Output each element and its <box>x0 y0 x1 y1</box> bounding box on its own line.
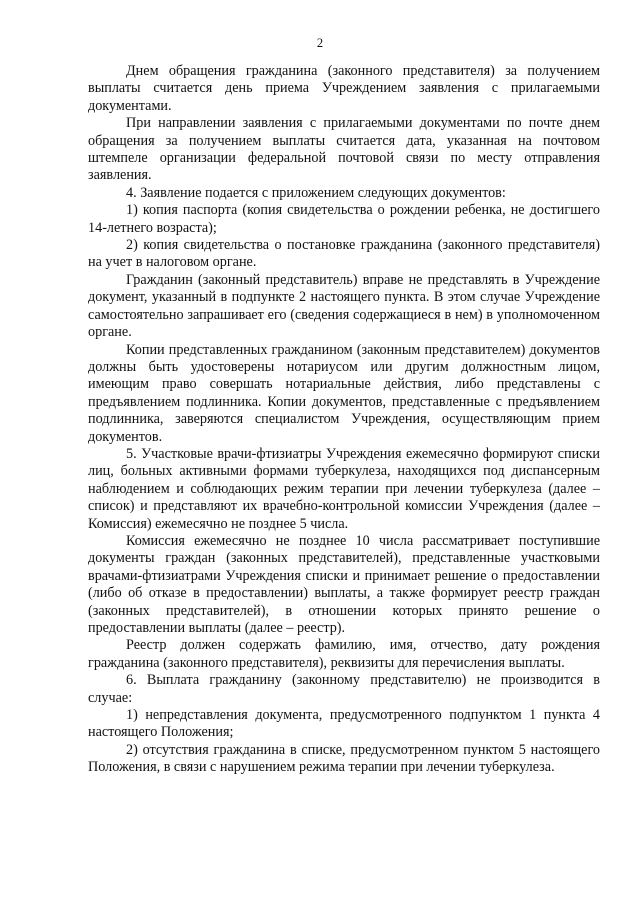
paragraph-optional-document: Гражданин (законный представитель) вправе не представлять в Учреждение документ, указанный в подпункте 2 настоящего пункта. В этом случае Учреждение самостоятельно запрашивает его (сведения содержащиеся в нем) в уполномоченном органе. <box>88 271 600 341</box>
paragraph-application-date: Днем обращения гражданина (законного представителя) за получением выплаты считается день приема Учреждением заявления с прилагаемыми документами. <box>88 63 600 114</box>
paragraph-refusal-item-2: 2) отсутствия гражданина в списке, предусмотренном пунктом 5 настоящего Положения, в связи с нарушением режима терапии при лечении туберкулеза. <box>88 741 600 776</box>
paragraph-certified-copies: Копии представленных гражданином (законным представителем) документов должны быть удостоверены нотариусом или другим должностным лицом, имеющим право совершать нотариальные действия, либо представлены с предъявлением подлинника. Копии документов, представленные с предъявлением подлинника, заверяются специалистом Учреждения, осуществляющим прием документов. <box>88 341 600 445</box>
paragraph-section-6-heading: 6. Выплата гражданину (законному представителю) не производится в случае: <box>88 672 600 706</box>
paragraph-postal-submission: При направлении заявления с прилагаемыми документами по почте днем обращения за получением выплаты считается дата, указанная на почтовом штемпеле организации федеральной почтовой связи по месту отправления заявления. <box>88 115 600 184</box>
paragraph-commission-review: Комиссия ежемесячно не позднее 10 числа рассматривает поступившие документы граждан (законных представителей), представленные участковыми врачами-фтизиатрами Учреждения списки и принимает решение о предоставлении (либо об отказе в предоставлении) выплаты, а также формирует реестр граждан (законных представителей), в отношении которых принято решение о предоставлении выплаты (далее – реестр). <box>88 532 600 636</box>
document-body <box>88 63 600 777</box>
paragraph-registry-contents: Реестр должен содержать фамилию, имя, отчество, дату рождения гражданина (законного представителя), реквизиты для перечисления выплаты. <box>88 637 600 671</box>
paragraph-section-4-heading: 4. Заявление подается с приложением следующих документов: <box>126 184 506 201</box>
page-number: 2 <box>316 36 324 50</box>
paragraph-section-5-lists: 5. Участковые врачи-фтизиатры Учреждения ежемесячно формируют списки лиц, больных активными формами туберкулеза, находящихся под диспансерным наблюдением и соблюдающих режим терапии при лечении туберкулеза (далее – список) и представляют их врачебно-контрольной комиссии Учреждения (далее – Комиссия) ежемесячно не позднее 5 числа. <box>88 445 600 532</box>
paragraph-refusal-item-1: 1) непредставления документа, предусмотренного подпунктом 1 пункта 4 настоящего Положения; <box>88 707 600 741</box>
paragraph-item-tax-certificate: 2) копия свидетельства о постановке гражданина (законного представителя) на учет в налоговом органе. <box>88 237 600 271</box>
paragraph-item-passport: 1) копия паспорта (копия свидетельства о рождении ребенка, не достигшего 14-летнего возраста); <box>88 202 600 236</box>
